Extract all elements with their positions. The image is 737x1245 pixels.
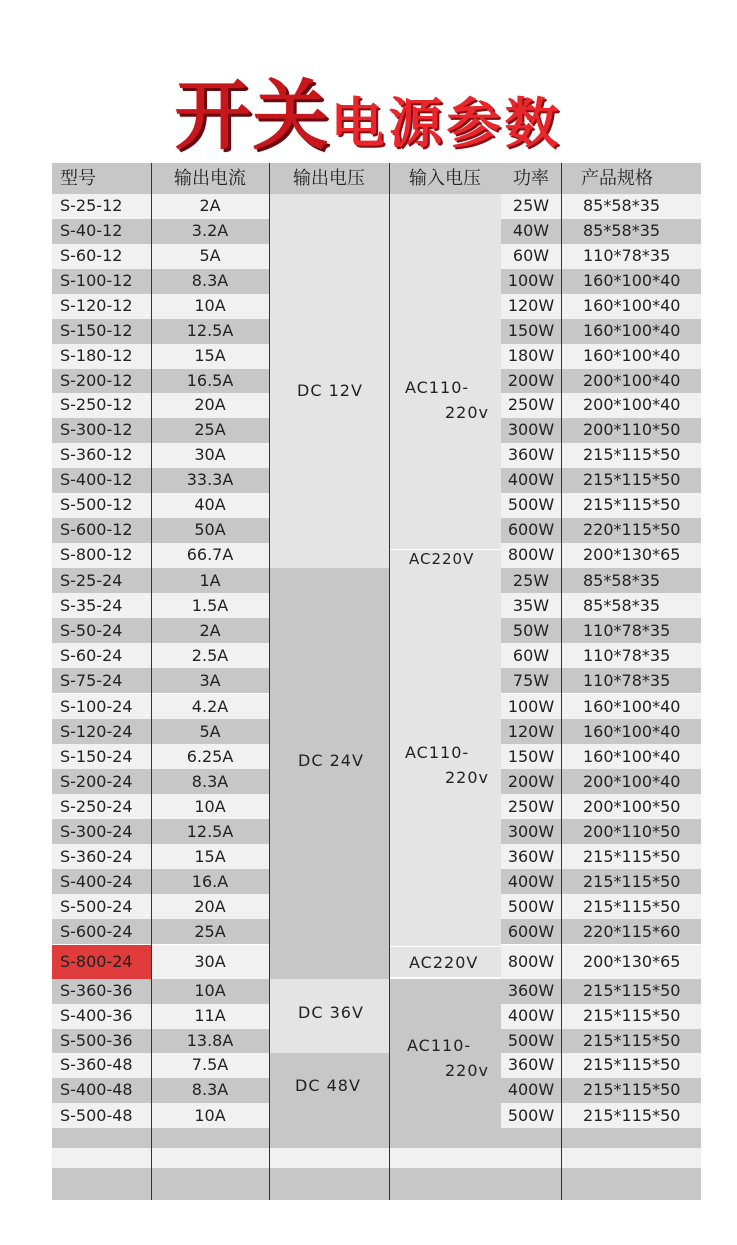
spec-table [52,163,701,1200]
header-current: 输出电流 [151,163,269,194]
power-cell: 360W [501,979,561,1004]
current-cell: 2.5A [151,643,269,668]
power-cell: 40W [501,219,561,244]
model-cell: S-600-12 [52,518,151,543]
power-cell: 400W [501,869,561,894]
power-cell: 250W [501,794,561,819]
model-cell: S-150-12 [52,319,151,344]
current-cell: 10A [151,794,269,819]
power-cell: 200W [501,369,561,394]
ac220-label-24v: AC220V [409,953,479,972]
ac220-label-12v: AC220V [409,550,475,568]
size-cell: 215*115*50 [561,844,701,869]
model-cell: S-50-24 [52,618,151,643]
power-cell: 60W [501,643,561,668]
input-range-36-48v-line1: AC110- [407,1036,472,1055]
current-cell: 16.A [151,869,269,894]
current-cell: 8.3A [151,269,269,294]
input-range-24v-line1: AC110- [405,743,470,762]
power-cell: 300W [501,418,561,443]
current-cell: 8.3A [151,769,269,794]
size-cell: 85*58*35 [561,219,701,244]
current-cell: 20A [151,393,269,418]
power-cell: 150W [501,319,561,344]
current-cell: 33.3A [151,468,269,493]
power-cell: 25W [501,194,561,219]
size-cell: 200*110*50 [561,819,701,844]
current-cell: 2A [151,194,269,219]
size-cell: 200*100*40 [561,369,701,394]
current-cell: 30A [151,945,269,980]
size-cell: 215*115*50 [561,894,701,919]
size-cell: 110*78*35 [561,618,701,643]
size-cell: 160*100*40 [561,344,701,369]
size-cell: 200*100*40 [561,769,701,794]
current-cell: 12.5A [151,819,269,844]
model-cell: S-500-24 [52,894,151,919]
current-cell: 1.5A [151,593,269,618]
size-cell: 200*110*50 [561,418,701,443]
size-cell: 110*78*35 [561,244,701,269]
power-cell: 500W [501,1103,561,1128]
current-cell: 15A [151,844,269,869]
power-cell: 600W [501,919,561,944]
model-cell: S-500-36 [52,1029,151,1054]
input-range-12v-line2: 220v [445,403,490,422]
size-cell: 160*100*40 [561,319,701,344]
column-divider [389,163,390,1200]
model-cell: S-400-24 [52,869,151,894]
model-cell: S-25-12 [52,194,151,219]
size-cell: 85*58*35 [561,593,701,618]
power-cell: 360W [501,844,561,869]
model-cell: S-300-24 [52,819,151,844]
size-cell: 215*115*50 [561,1053,701,1078]
power-cell: 500W [501,1029,561,1054]
model-cell: S-60-24 [52,643,151,668]
power-cell: 360W [501,443,561,468]
current-cell: 30A [151,443,269,468]
page-title [0,55,737,164]
current-cell: 8.3A [151,1078,269,1103]
current-cell: 7.5A [151,1053,269,1078]
power-cell: 200W [501,769,561,794]
column-divider [561,163,562,1200]
power-cell: 400W [501,468,561,493]
current-cell: 13.8A [151,1029,269,1054]
output-voltage-12v: DC 12V [297,381,363,400]
current-cell: 12.5A [151,319,269,344]
power-cell: 400W [501,1004,561,1029]
column-divider [269,163,270,1200]
empty-row [52,1148,701,1168]
current-cell: 6.25A [151,744,269,769]
model-cell: S-600-24 [52,919,151,944]
current-cell: 3.2A [151,219,269,244]
input-range-36-48v-line2: 220v [445,1061,490,1080]
model-cell: S-360-12 [52,443,151,468]
power-cell: 60W [501,244,561,269]
size-cell: 160*100*40 [561,694,701,719]
size-cell: 220*115*60 [561,919,701,944]
power-cell: 800W [501,945,561,980]
current-cell: 4.2A [151,694,269,719]
current-cell: 5A [151,719,269,744]
model-cell: S-800-24 [52,945,151,980]
title-part2: 电源参数 [330,92,563,155]
size-cell: 215*115*50 [561,1029,701,1054]
power-cell: 500W [501,493,561,518]
power-cell: 250W [501,393,561,418]
power-cell: 180W [501,344,561,369]
current-cell: 10A [151,1103,269,1128]
size-cell: 85*58*35 [561,194,701,219]
current-cell: 66.7A [151,543,269,568]
power-cell: 800W [501,543,561,568]
size-cell: 85*58*35 [561,568,701,593]
column-divider [151,163,152,1200]
model-cell: S-120-12 [52,294,151,319]
size-cell: 215*115*50 [561,1078,701,1103]
current-cell: 11A [151,1004,269,1029]
current-cell: 1A [151,568,269,593]
power-cell: 100W [501,694,561,719]
header-output-voltage: 输出电压 [269,163,389,194]
model-cell: S-75-24 [52,668,151,693]
output-voltage-48v: DC 48V [295,1076,361,1095]
size-cell: 200*130*65 [561,543,701,568]
model-cell: S-360-24 [52,844,151,869]
power-cell: 150W [501,744,561,769]
size-cell: 215*115*50 [561,468,701,493]
empty-row [52,1128,701,1148]
output-voltage-24v: DC 24V [298,751,364,770]
power-cell: 600W [501,518,561,543]
input-range-24v-line2: 220v [445,768,490,787]
size-cell: 215*115*50 [561,443,701,468]
model-cell: S-500-48 [52,1103,151,1128]
model-cell: S-300-12 [52,418,151,443]
power-cell: 50W [501,618,561,643]
model-cell: S-250-12 [52,393,151,418]
size-cell: 110*78*35 [561,668,701,693]
power-cell: 25W [501,568,561,593]
current-cell: 2A [151,618,269,643]
model-cell: S-360-36 [52,979,151,1004]
model-cell: S-360-48 [52,1053,151,1078]
model-cell: S-200-24 [52,769,151,794]
model-cell: S-100-12 [52,269,151,294]
input-range-12v-line1: AC110- [405,378,470,397]
current-cell: 25A [151,418,269,443]
model-cell: S-35-24 [52,593,151,618]
size-cell: 200*100*50 [561,794,701,819]
size-cell: 160*100*40 [561,269,701,294]
current-cell: 10A [151,979,269,1004]
size-cell: 110*78*35 [561,643,701,668]
output-voltage-cell-24v [269,568,389,979]
model-cell: S-400-12 [52,468,151,493]
power-cell: 360W [501,1053,561,1078]
model-cell: S-250-24 [52,794,151,819]
model-cell: S-400-36 [52,1004,151,1029]
current-cell: 50A [151,518,269,543]
power-cell: 500W [501,894,561,919]
header-size: 产品规格 [561,163,701,194]
current-cell: 3A [151,668,269,693]
power-cell: 100W [501,269,561,294]
model-cell: S-200-12 [52,369,151,394]
size-cell: 200*130*65 [561,945,701,980]
size-cell: 215*115*50 [561,979,701,1004]
size-cell: 215*115*50 [561,493,701,518]
current-cell: 16.5A [151,369,269,394]
size-cell: 200*100*40 [561,393,701,418]
model-cell: S-120-24 [52,719,151,744]
current-cell: 5A [151,244,269,269]
model-cell: S-100-24 [52,694,151,719]
power-cell: 35W [501,593,561,618]
power-cell: 75W [501,668,561,693]
model-cell: S-180-12 [52,344,151,369]
size-cell: 215*115*50 [561,1103,701,1128]
model-cell: S-800-12 [52,543,151,568]
power-cell: 300W [501,819,561,844]
power-cell: 400W [501,1078,561,1103]
current-cell: 20A [151,894,269,919]
input-voltage-cell-12v [389,194,501,549]
output-voltage-36v: DC 36V [298,1003,364,1022]
header-input-voltage: 输入电压 [389,163,501,194]
power-cell: 120W [501,294,561,319]
size-cell: 160*100*40 [561,294,701,319]
current-cell: 25A [151,919,269,944]
header-power: 功率 [501,163,561,194]
size-cell: 220*115*50 [561,518,701,543]
current-cell: 15A [151,344,269,369]
model-cell: S-25-24 [52,568,151,593]
title-part1: 开关 [174,71,331,160]
size-cell: 160*100*40 [561,719,701,744]
header-model: 型号 [52,163,151,194]
model-cell: S-40-12 [52,219,151,244]
size-cell: 215*115*50 [561,869,701,894]
empty-row [52,1168,701,1200]
current-cell: 40A [151,493,269,518]
model-cell: S-60-12 [52,244,151,269]
size-cell: 160*100*40 [561,744,701,769]
current-cell: 10A [151,294,269,319]
model-cell: S-400-48 [52,1078,151,1103]
power-cell: 120W [501,719,561,744]
model-cell: S-500-12 [52,493,151,518]
model-cell: S-150-24 [52,744,151,769]
size-cell: 215*115*50 [561,1004,701,1029]
